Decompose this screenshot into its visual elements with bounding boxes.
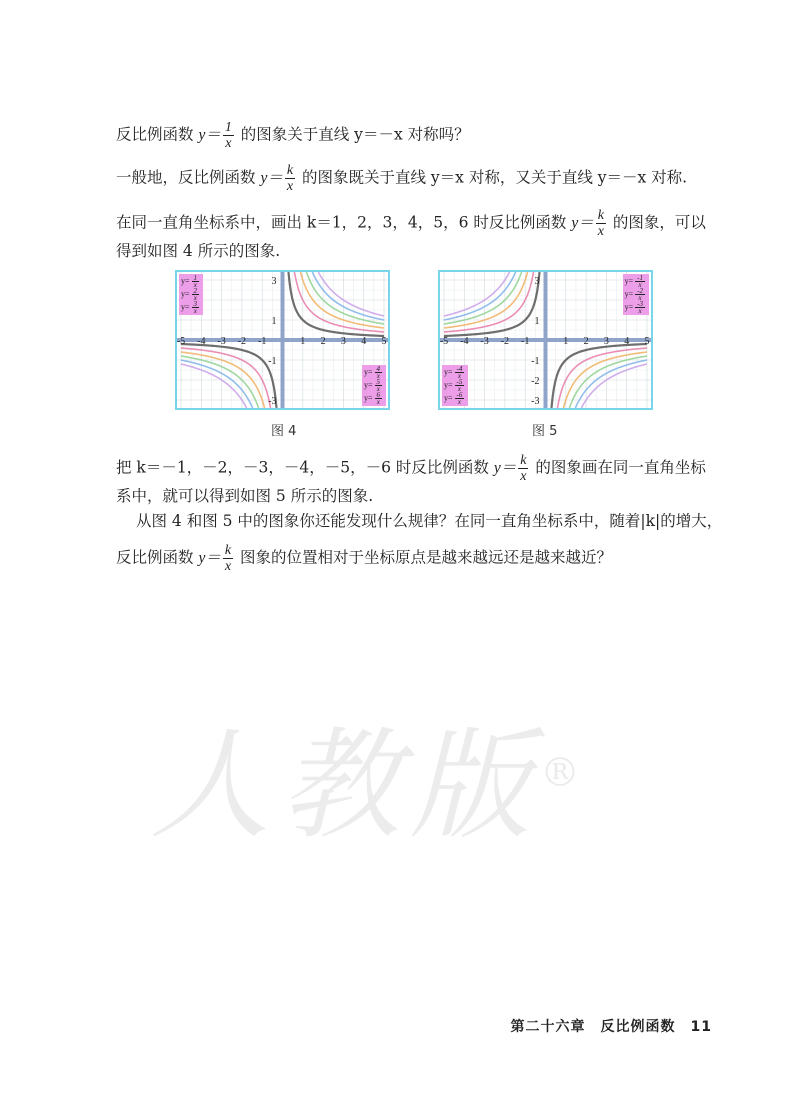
x-tick-label: 2 xyxy=(583,336,589,347)
figure-4-legend-bottom xyxy=(362,365,386,406)
text: 在同一直角坐标系中，画出 k＝1，2，3，4，5，6 时反比例函数 xyxy=(116,213,572,232)
x-tick-label: -1 xyxy=(258,336,267,347)
legend-entry xyxy=(444,392,466,405)
frac-den: x xyxy=(520,469,527,484)
legend-func: y= xyxy=(624,289,634,299)
paragraph-draw-negative-cont: 系中，就可以得到如图 5 所示的图象. xyxy=(116,487,374,505)
text: 的图象既关于直线 y＝x 对称，又关于直线 y＝－x 对称. xyxy=(297,168,688,187)
legend-entry xyxy=(364,366,384,379)
legend-entry xyxy=(444,366,466,379)
figure-5-legend-bottom xyxy=(442,365,468,406)
paragraph-pattern-cont xyxy=(116,543,716,574)
x-tick-label: -5 xyxy=(440,336,449,347)
y-tick-label: 1 xyxy=(534,316,540,327)
math: y＝ xyxy=(198,126,221,144)
text: 图象的位置相对于坐标原点是越来越远还是越来越近？ xyxy=(235,548,612,567)
y-tick-label: -1 xyxy=(268,356,277,367)
text: 一般地，反比例函数 xyxy=(116,168,261,187)
fraction xyxy=(223,543,233,574)
legend-entry xyxy=(625,301,647,314)
frac-num: k xyxy=(286,163,294,178)
math: y＝ xyxy=(493,459,517,477)
frac-num: k xyxy=(520,453,527,468)
legend-fraction xyxy=(635,301,645,314)
y-tick-label: -3 xyxy=(268,396,277,407)
figure-4-plot xyxy=(177,272,388,408)
legend-den: x xyxy=(193,281,197,289)
frac-den: x xyxy=(224,559,232,574)
legend-func: y= xyxy=(444,380,453,390)
legend-den: x xyxy=(376,372,380,380)
x-tick-label: 1 xyxy=(563,336,569,347)
legend-entry xyxy=(181,275,201,288)
figure-4-caption: 图 4 xyxy=(271,424,297,439)
x-tick-label: -5 xyxy=(177,336,186,347)
legend-num: -5 xyxy=(456,378,463,386)
figure-4-legend-top xyxy=(179,274,203,315)
legend-entry xyxy=(181,301,201,314)
legend-entry xyxy=(625,275,647,288)
x-tick-label: 4 xyxy=(361,336,367,347)
x-tick-label: -2 xyxy=(500,336,510,347)
y-tick-label: 3 xyxy=(271,276,277,287)
y-tick-label: -3 xyxy=(531,396,540,407)
legend-fraction xyxy=(192,301,200,314)
legend-func: y= xyxy=(181,289,190,299)
legend-num: -1 xyxy=(637,274,643,282)
x-tick-label: 5 xyxy=(644,336,650,347)
text: 把 k＝－1，－2，－3，－4，－5，－6 时反比例函数 xyxy=(116,458,494,477)
legend-den: x xyxy=(376,398,380,406)
legend-num: -6 xyxy=(456,391,463,399)
x-tick-label: -4 xyxy=(197,336,206,347)
math: y＝ xyxy=(260,169,283,187)
paragraph-pattern: 从图 4 和图 5 中的图象你还能发现什么规律？在同一直角坐标系中，随着|k|的增大， xyxy=(136,512,723,530)
text: 反比例函数 xyxy=(116,548,199,567)
legend-den: x xyxy=(193,307,197,315)
math: y＝ xyxy=(571,214,594,232)
legend-den: x xyxy=(457,372,461,380)
legend-func: y= xyxy=(624,276,634,286)
x-tick-label: 5 xyxy=(381,336,387,347)
frac-num: k xyxy=(224,543,232,558)
publisher-watermark xyxy=(150,690,590,862)
x-tick-label: -3 xyxy=(217,336,226,347)
figure-5-legend-top xyxy=(623,274,649,315)
legend-func: y= xyxy=(624,302,634,312)
y-tick-label: -2 xyxy=(531,376,540,387)
legend-fraction xyxy=(375,392,383,405)
fraction xyxy=(285,163,295,194)
y-tick-label: 3 xyxy=(534,276,540,287)
legend-den: x xyxy=(457,385,461,393)
legend-func: y= xyxy=(363,393,373,403)
legend-entry xyxy=(444,379,466,392)
legend-num: 5 xyxy=(376,378,380,386)
x-tick-label: 1 xyxy=(300,336,306,347)
frac-den: x xyxy=(597,224,604,239)
legend-func: y= xyxy=(181,302,190,312)
legend-num: 2 xyxy=(193,287,198,295)
paragraph-symmetry xyxy=(116,163,716,194)
legend-func: y= xyxy=(363,380,373,390)
figure-5 xyxy=(438,270,653,410)
legend-num: 3 xyxy=(193,300,198,308)
legend-num: -4 xyxy=(456,365,463,373)
legend-func: y= xyxy=(444,393,453,403)
legend-num: -3 xyxy=(637,300,643,308)
frac-num: 1 xyxy=(224,120,232,135)
legend-den: x xyxy=(638,307,642,315)
legend-num: 1 xyxy=(193,274,198,282)
legend-entry xyxy=(625,288,647,301)
x-tick-label: 4 xyxy=(624,336,630,347)
fraction xyxy=(223,120,234,151)
legend-func: y= xyxy=(181,276,190,286)
math: y＝ xyxy=(198,549,221,567)
legend-den: x xyxy=(376,385,380,393)
page-footer: 第二十六章 反比例函数 11 xyxy=(510,1019,712,1035)
x-tick-label: 2 xyxy=(320,336,326,347)
text: 的图象画在同一直角坐标 xyxy=(530,458,706,477)
legend-num: 6 xyxy=(376,391,380,399)
legend-entry xyxy=(364,392,384,405)
x-tick-label: -1 xyxy=(521,336,530,347)
x-tick-label: 3 xyxy=(340,336,346,347)
question-line-1 xyxy=(116,120,716,151)
paragraph-draw-positive xyxy=(116,208,716,239)
frac-num: k xyxy=(597,208,604,223)
paragraph-draw-negative xyxy=(116,453,716,484)
legend-func: y= xyxy=(363,367,373,377)
frac-den: x xyxy=(286,179,294,194)
x-tick-label: -3 xyxy=(480,336,489,347)
fraction xyxy=(596,208,606,239)
figure-5-plot xyxy=(440,272,651,408)
x-tick-label: -2 xyxy=(237,336,247,347)
figure-4 xyxy=(175,270,390,410)
watermark-text: 人教版 xyxy=(150,717,540,856)
legend-entry xyxy=(364,379,384,392)
legend-num: 4 xyxy=(376,365,380,373)
y-tick-label: 1 xyxy=(271,316,277,327)
x-tick-label: -4 xyxy=(460,336,469,347)
y-tick-label: -1 xyxy=(531,356,540,367)
paragraph-draw-positive-cont: 得到如图 4 所示的图象. xyxy=(116,242,281,260)
legend-fraction xyxy=(455,392,465,405)
figure-5-caption: 图 5 xyxy=(532,424,558,439)
text: 反比例函数 xyxy=(116,125,199,144)
legend-entry xyxy=(181,288,201,301)
legend-den: x xyxy=(638,294,642,302)
legend-num: -2 xyxy=(637,287,643,295)
frac-den: x xyxy=(225,136,232,151)
legend-func: y= xyxy=(444,367,453,377)
text: 的图象关于直线 y＝－x 对称吗？ xyxy=(235,125,470,144)
x-tick-label: 3 xyxy=(603,336,609,347)
fraction xyxy=(518,453,528,484)
legend-den: x xyxy=(457,398,461,406)
text: 的图象，可以 xyxy=(607,213,706,232)
registered-mark: ® xyxy=(540,750,590,796)
legend-den: x xyxy=(638,281,642,289)
legend-den: x xyxy=(193,294,197,302)
